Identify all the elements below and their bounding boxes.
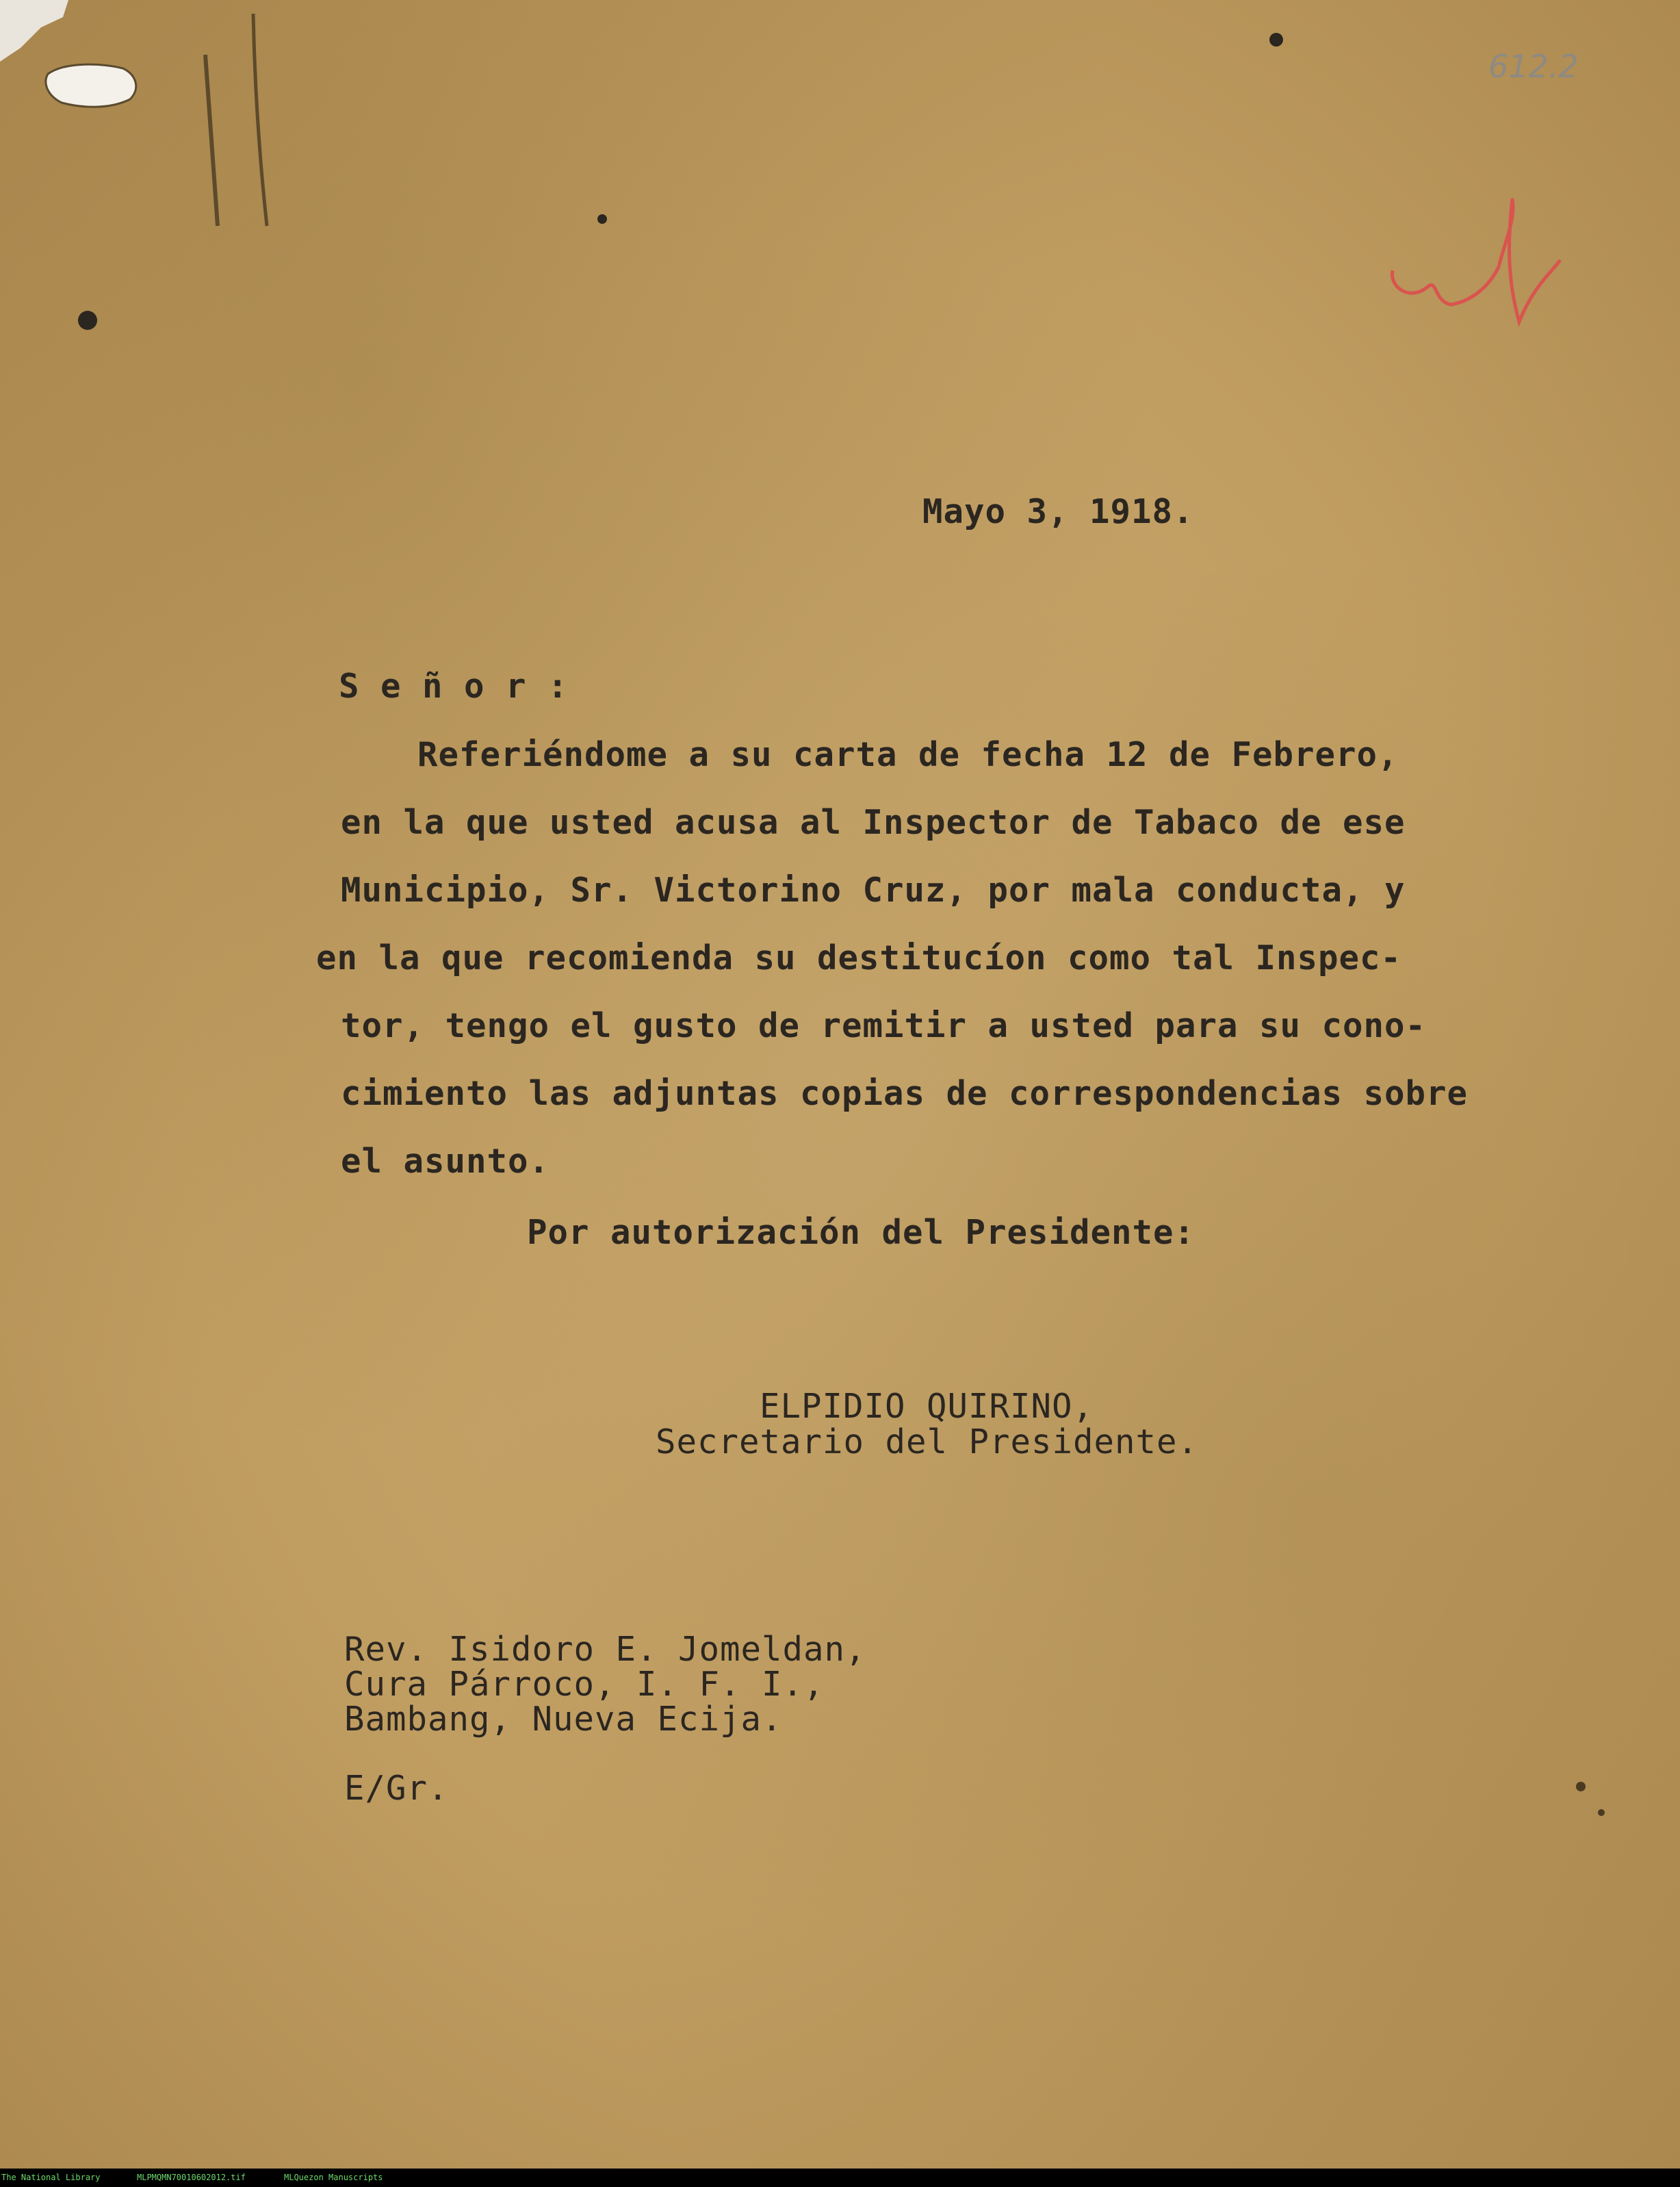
signatory-title: Secretario del Presidente. bbox=[656, 1422, 1199, 1461]
salutation: S e ñ o r : bbox=[339, 667, 569, 706]
clip-mark bbox=[205, 55, 218, 226]
recipient-line: Cura Párroco, I. F. I., bbox=[344, 1665, 825, 1704]
clip-mark bbox=[253, 14, 267, 226]
ink-speck bbox=[1598, 1809, 1605, 1816]
signatory-name: ELPIDIO QUIRINO, bbox=[760, 1387, 1094, 1426]
footer-file-name: MLPMQMN70010602012.tif bbox=[137, 2173, 246, 2182]
torn-hole bbox=[46, 64, 136, 107]
recipient-line: Rev. Isidoro E. Jomeldan, bbox=[344, 1630, 866, 1669]
body-line: Referiéndome a su carta de fecha 12 de Febrero, bbox=[417, 735, 1399, 774]
closing-line: Por autorización del Presidente: bbox=[527, 1213, 1196, 1252]
ink-speck bbox=[1576, 1782, 1586, 1791]
body-line: en la que recomienda su destitucíon como tal Inspec- bbox=[316, 938, 1402, 977]
ink-speck bbox=[78, 311, 97, 330]
ink-speck bbox=[1269, 33, 1283, 47]
reference-initials: E/Gr. bbox=[344, 1769, 449, 1808]
torn-corner bbox=[0, 0, 68, 62]
archive-mark: 612.2 bbox=[1488, 48, 1579, 85]
body-line: cimiento las adjuntas copias de correspondencias sobre bbox=[341, 1074, 1469, 1113]
footer-library: The National Library bbox=[1, 2173, 101, 2182]
ink-speck bbox=[597, 214, 607, 224]
footer-collection: MLQuezon Manuscripts bbox=[284, 2173, 383, 2182]
body-line: tor, tengo el gusto de remitir a usted para su cono- bbox=[341, 1006, 1427, 1045]
letter-date: Mayo 3, 1918. bbox=[922, 492, 1194, 531]
recipient-line: Bambang, Nueva Ecija. bbox=[344, 1700, 783, 1739]
body-line: el asunto. bbox=[341, 1142, 550, 1181]
body-line: en la que usted acusa al Inspector de Tabaco de ese bbox=[341, 803, 1406, 842]
body-line: Municipio, Sr. Victorino Cruz, por mala conducta, y bbox=[341, 871, 1406, 910]
scan-footer bbox=[0, 2169, 1680, 2187]
red-pencil-mark bbox=[1392, 199, 1560, 322]
